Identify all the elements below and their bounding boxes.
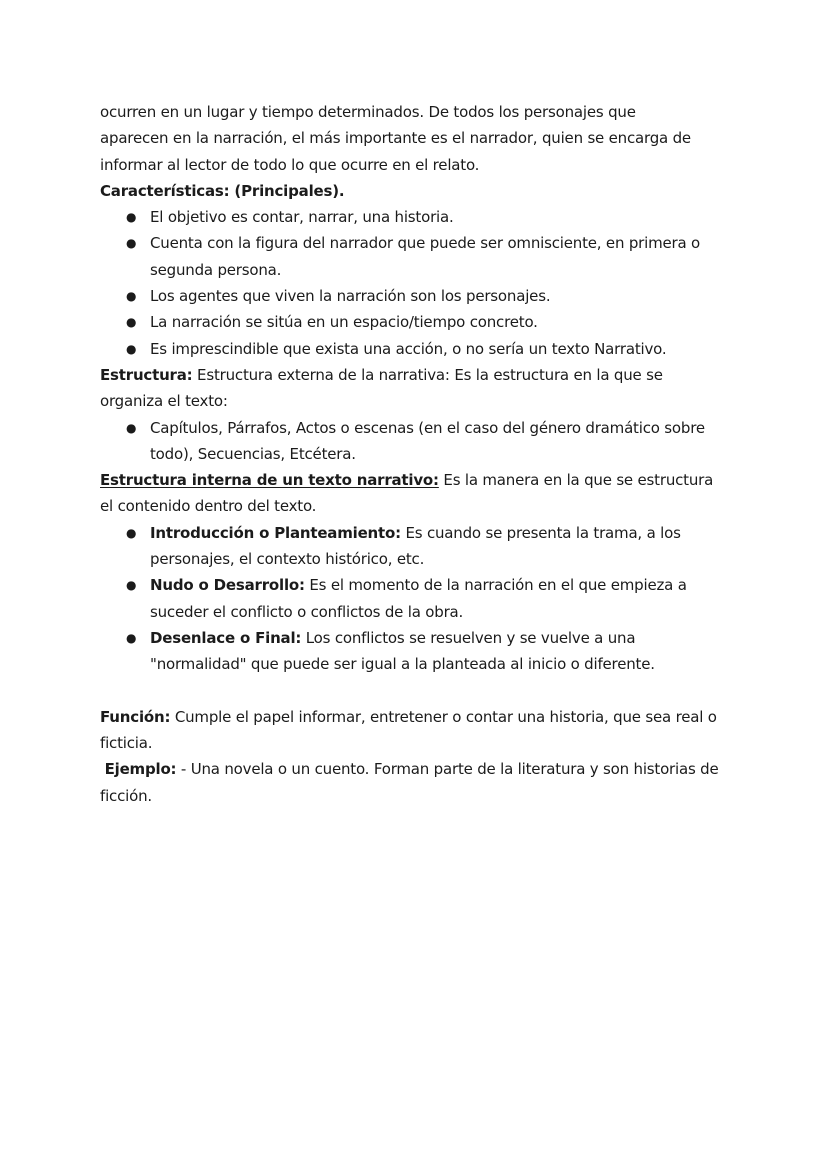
ejemplo-label: Ejemplo: (104, 760, 177, 779)
funcion-paragraph (100, 704, 730, 757)
estructura-interna-text: Es la manera en la que se estructura el contenido dentro del texto. (100, 471, 714, 516)
list-item (100, 230, 730, 283)
caracteristicas-heading-text: Características: (Principales). (100, 181, 345, 200)
ejemplo-text: - Una novela o un cuento. Forman parte de la literatura y son historias de ficción. (100, 760, 719, 805)
funcion-label: Función: (100, 707, 171, 726)
bullet-icon: ● (126, 236, 137, 251)
list-item-label: Introducción o Planteamiento: (150, 523, 401, 542)
bullet-icon: ● (126, 578, 137, 593)
bullet-icon: ● (126, 289, 137, 304)
paragraph-spacer (100, 678, 730, 704)
ejemplo-paragraph (100, 756, 730, 809)
list-item (100, 309, 730, 335)
estructura-paragraph (100, 362, 730, 415)
list-item-text: Es imprescindible que exista una acción, o no sería un texto Narrativo. (150, 339, 667, 358)
bullet-icon: ● (126, 341, 137, 356)
list-item-label: Nudo o Desarrollo: (150, 576, 305, 595)
intro-line: informar al lector de todo lo que ocurre en el relato. (100, 155, 480, 174)
list-item-text: Los agentes que viven la narración son los personajes. (150, 287, 551, 306)
caracteristicas-heading (100, 178, 730, 204)
bullet-icon: ● (126, 630, 137, 645)
estructura-interna-label: Estructura interna de un texto narrativo: (100, 471, 439, 490)
estructura-interna-paragraph (100, 467, 730, 520)
estructura-interna-list (100, 520, 730, 678)
list-item (100, 520, 730, 573)
intro-line: aparecen en la narración, el más importante es el narrador, quien se encarga de (100, 129, 691, 148)
intro-line: ocurren en un lugar y tiempo determinados. De todos los personajes que (100, 103, 636, 121)
estructura-list (100, 415, 730, 468)
list-item-text: El objetivo es contar, narrar, una historia. (150, 208, 454, 227)
funcion-text: Cumple el papel informar, entretener o contar una historia, que sea real o ficticia. (100, 707, 717, 753)
list-item-text: La narración se sitúa en un espacio/tiempo concreto. (150, 313, 538, 332)
bullet-icon: ● (126, 420, 137, 435)
list-item (100, 572, 730, 625)
bullet-icon: ● (126, 210, 137, 225)
list-item-text: Capítulos, Párrafos, Actos o escenas (en el caso del género dramático sobre todo), Secuencias, Etcétera. (150, 418, 705, 463)
list-item-label: Desenlace o Final: (150, 628, 302, 647)
list-item-text: Es cuando se presenta la trama, a los personajes, el contexto histórico, etc. (150, 523, 681, 569)
list-item-text: Los conflictos se resuelven y se vuelve a una "normalidad" que puede ser igual a la planteada al inicio o diferente. (150, 628, 655, 674)
document-page (100, 99, 730, 809)
intro-paragraph (100, 99, 730, 178)
list-item (100, 336, 730, 362)
estructura-label: Estructura: (100, 365, 193, 384)
bullet-icon: ● (126, 315, 137, 330)
list-item-text: Cuenta con la figura del narrador que puede ser omnisciente, en primera o segunda persona. (150, 234, 701, 279)
list-item (100, 625, 730, 678)
list-item (100, 283, 730, 309)
list-item-text: Es el momento de la narración en el que empieza a suceder el conflicto o conflictos de la obra. (150, 576, 687, 621)
estructura-text: Estructura externa de la narrativa: Es la estructura en la que se organiza el texto: (100, 365, 663, 411)
caracteristicas-list (100, 204, 730, 362)
bullet-icon: ● (126, 525, 137, 540)
list-item (100, 415, 730, 468)
list-item (100, 204, 730, 230)
